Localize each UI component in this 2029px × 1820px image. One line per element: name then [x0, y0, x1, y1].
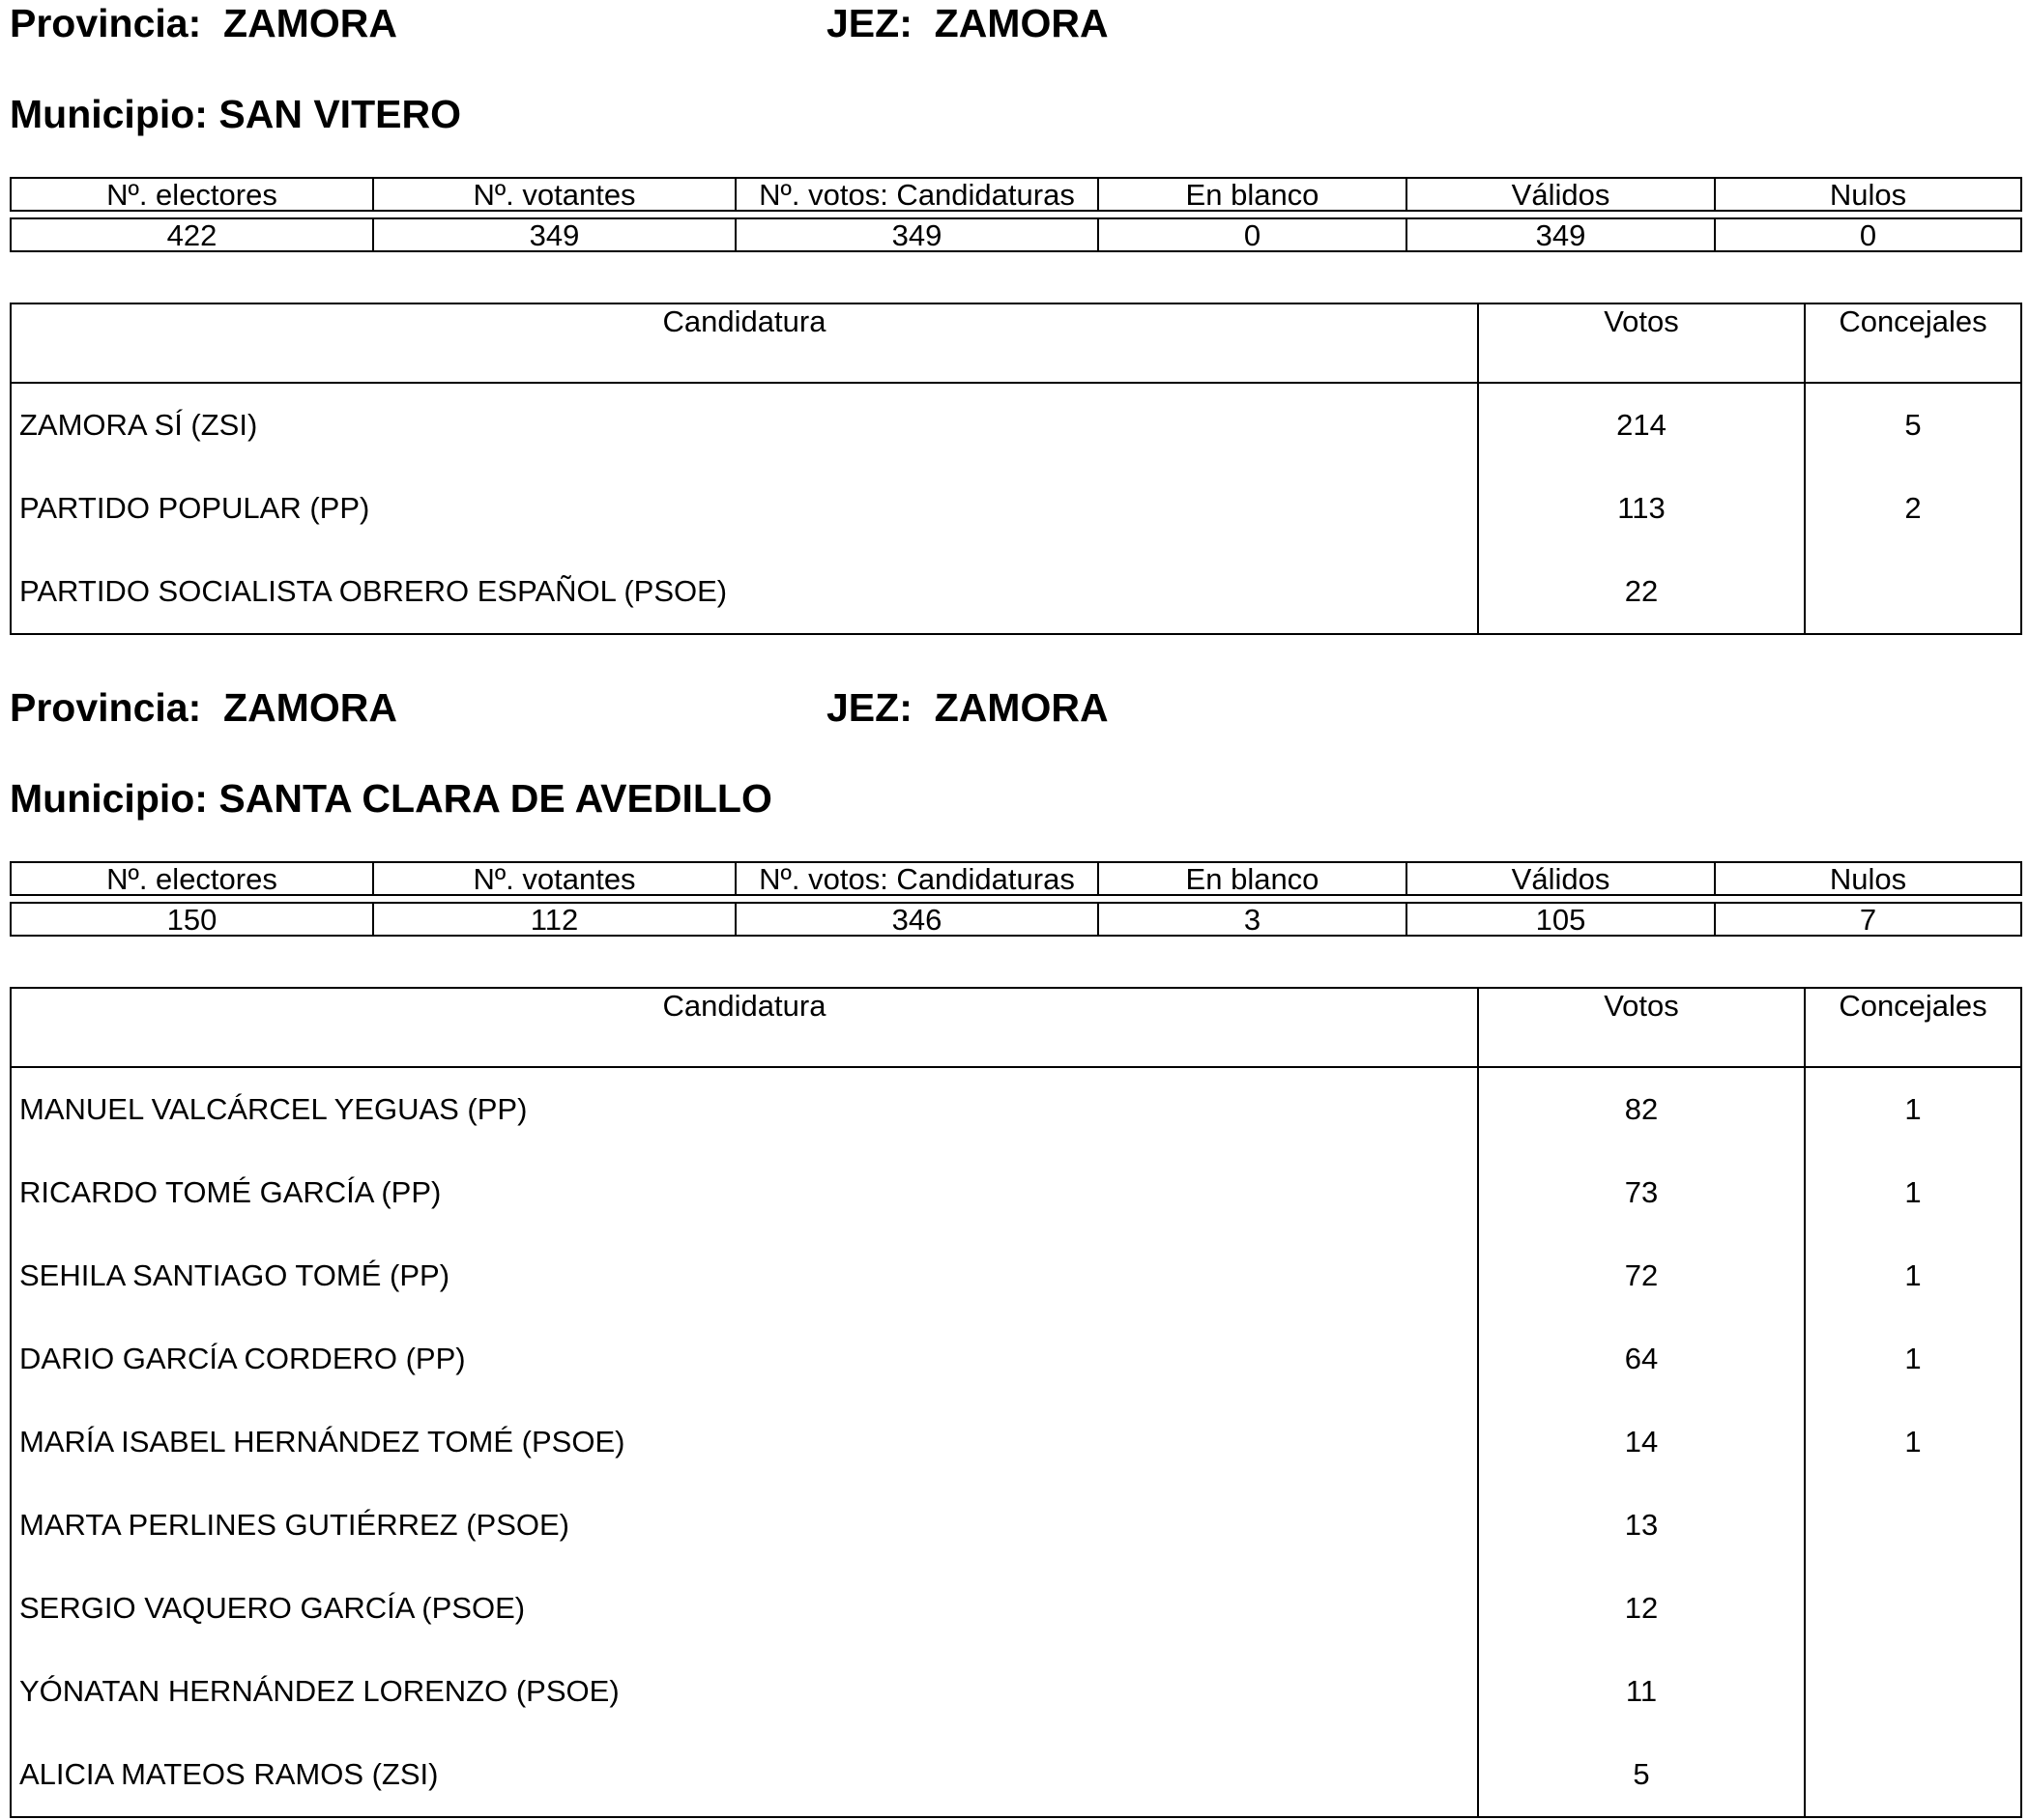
header-candidatura: Candidatura [12, 989, 1479, 1066]
jez-heading [826, 684, 1109, 731]
municipio-value: SANTA CLARA DE AVEDILLO [218, 776, 772, 821]
jez-label: JEZ: [826, 1, 913, 45]
summary-value-validos: 349 [1407, 219, 1716, 250]
candidate-name: ZAMORA SÍ (ZSI) [12, 384, 1479, 467]
candidate-name: SEHILA SANTIAGO TOMÉ (PP) [12, 1234, 1479, 1317]
jez-heading [826, 0, 1109, 46]
summary-value-nulos: 7 [1859, 904, 1877, 935]
summary-header-row [10, 861, 2022, 896]
candidate-seats [1806, 550, 2020, 633]
summary-value-en-blanco: 3 [1099, 904, 1407, 935]
table-row [12, 467, 2020, 550]
summary-header-votos-candidaturas: Nº. votos: Candidaturas [737, 179, 1099, 210]
summary-header-votos-candidaturas: Nº. votos: Candidaturas [737, 863, 1099, 894]
jez-label: JEZ: [826, 685, 913, 730]
summary-value-votos-candidaturas: 349 [737, 219, 1099, 250]
candidate-votes: 82 [1479, 1068, 1806, 1151]
provincia-value: ZAMORA [223, 1, 397, 45]
summary-value-nulos: 0 [1859, 219, 1877, 250]
candidate-votes: 22 [1479, 550, 1806, 633]
table-row [12, 1068, 2020, 1151]
candidate-votes: 73 [1479, 1151, 1806, 1234]
candidate-seats [1806, 1567, 2020, 1650]
header-votos: Votos [1479, 989, 1806, 1066]
candidate-name: PARTIDO SOCIALISTA OBRERO ESPAÑOL (PSOE) [12, 550, 1479, 633]
table-row [12, 550, 2020, 633]
summary-header-nulos: Nulos [1829, 863, 1907, 894]
summary-header-row [10, 177, 2022, 212]
candidates-table [10, 303, 2022, 635]
candidate-name: PARTIDO POPULAR (PP) [12, 467, 1479, 550]
candidate-votes: 11 [1479, 1650, 1806, 1733]
candidate-votes: 113 [1479, 467, 1806, 550]
table-row [12, 1151, 2020, 1234]
candidate-votes: 13 [1479, 1484, 1806, 1567]
candidate-seats: 1 [1904, 1175, 1922, 1209]
table-row [12, 1650, 2020, 1733]
summary-value-electores: 150 [12, 904, 374, 935]
candidate-seats [1806, 1484, 2020, 1567]
candidate-votes: 72 [1479, 1234, 1806, 1317]
summary-header-electores: Nº. electores [12, 179, 374, 210]
candidate-name: RICARDO TOMÉ GARCÍA (PP) [12, 1151, 1479, 1234]
jez-value: ZAMORA [934, 1, 1109, 45]
provincia-label: Provincia: [10, 685, 202, 730]
summary-value-electores: 422 [12, 219, 374, 250]
summary-header-nulos: Nulos [1829, 179, 1907, 210]
candidate-seats: 5 [1904, 408, 1922, 442]
provincia-heading [10, 684, 397, 731]
summary-header-electores: Nº. electores [12, 863, 374, 894]
candidate-name: MARÍA ISABEL HERNÁNDEZ TOMÉ (PSOE) [12, 1401, 1479, 1484]
candidates-header-row [12, 989, 2020, 1068]
provincia-label: Provincia: [10, 1, 202, 45]
municipio-value: SAN VITERO [218, 92, 461, 136]
summary-header-votantes: Nº. votantes [374, 863, 737, 894]
candidate-name: MANUEL VALCÁRCEL YEGUAS (PP) [12, 1068, 1479, 1151]
candidate-votes: 14 [1479, 1401, 1806, 1484]
candidate-name: DARIO GARCÍA CORDERO (PP) [12, 1317, 1479, 1401]
candidate-seats: 1 [1904, 1342, 1922, 1375]
table-row [12, 1401, 2020, 1484]
summary-value-votantes: 349 [374, 219, 737, 250]
table-row [12, 1234, 2020, 1317]
table-row [12, 1317, 2020, 1401]
summary-header-validos: Válidos [1407, 863, 1716, 894]
candidate-name: ALICIA MATEOS RAMOS (ZSI) [12, 1733, 1479, 1816]
summary-value-validos: 105 [1407, 904, 1716, 935]
table-row [12, 1567, 2020, 1650]
candidate-seats: 2 [1904, 491, 1922, 525]
summary-value-row [10, 217, 2022, 252]
table-row [12, 1733, 2020, 1816]
candidate-name: MARTA PERLINES GUTIÉRREZ (PSOE) [12, 1484, 1479, 1567]
summary-value-row [10, 902, 2022, 937]
summary-header-validos: Válidos [1407, 179, 1716, 210]
candidate-votes: 12 [1479, 1567, 1806, 1650]
header-concejales: Concejales [1839, 989, 1987, 1023]
candidate-seats: 1 [1904, 1425, 1922, 1459]
header-candidatura: Candidatura [12, 304, 1479, 382]
header-votos: Votos [1479, 304, 1806, 382]
summary-value-votantes: 112 [374, 904, 737, 935]
header-concejales: Concejales [1839, 304, 1987, 338]
candidate-seats: 1 [1904, 1258, 1922, 1292]
municipio-heading [10, 775, 772, 822]
summary-value-en-blanco: 0 [1099, 219, 1407, 250]
summary-header-votantes: Nº. votantes [374, 179, 737, 210]
summary-table [10, 861, 2022, 937]
summary-header-en-blanco: En blanco [1099, 179, 1407, 210]
municipio-label: Municipio: [10, 92, 208, 136]
municipio-heading [10, 91, 461, 137]
candidate-seats [1806, 1733, 2020, 1816]
jez-value: ZAMORA [934, 685, 1109, 730]
candidate-seats [1806, 1650, 2020, 1733]
municipio-label: Municipio: [10, 776, 208, 821]
candidate-name: SERGIO VAQUERO GARCÍA (PSOE) [12, 1567, 1479, 1650]
candidate-votes: 5 [1479, 1733, 1806, 1816]
candidate-votes: 214 [1479, 384, 1806, 467]
summary-header-en-blanco: En blanco [1099, 863, 1407, 894]
summary-table [10, 177, 2022, 252]
candidate-votes: 64 [1479, 1317, 1806, 1401]
table-row [12, 384, 2020, 467]
candidate-seats: 1 [1904, 1092, 1922, 1126]
provincia-heading [10, 0, 397, 46]
candidates-table [10, 987, 2022, 1818]
candidates-header-row [12, 304, 2020, 384]
summary-value-votos-candidaturas: 346 [737, 904, 1099, 935]
table-row [12, 1484, 2020, 1567]
candidate-name: YÓNATAN HERNÁNDEZ LORENZO (PSOE) [12, 1650, 1479, 1733]
provincia-value: ZAMORA [223, 685, 397, 730]
